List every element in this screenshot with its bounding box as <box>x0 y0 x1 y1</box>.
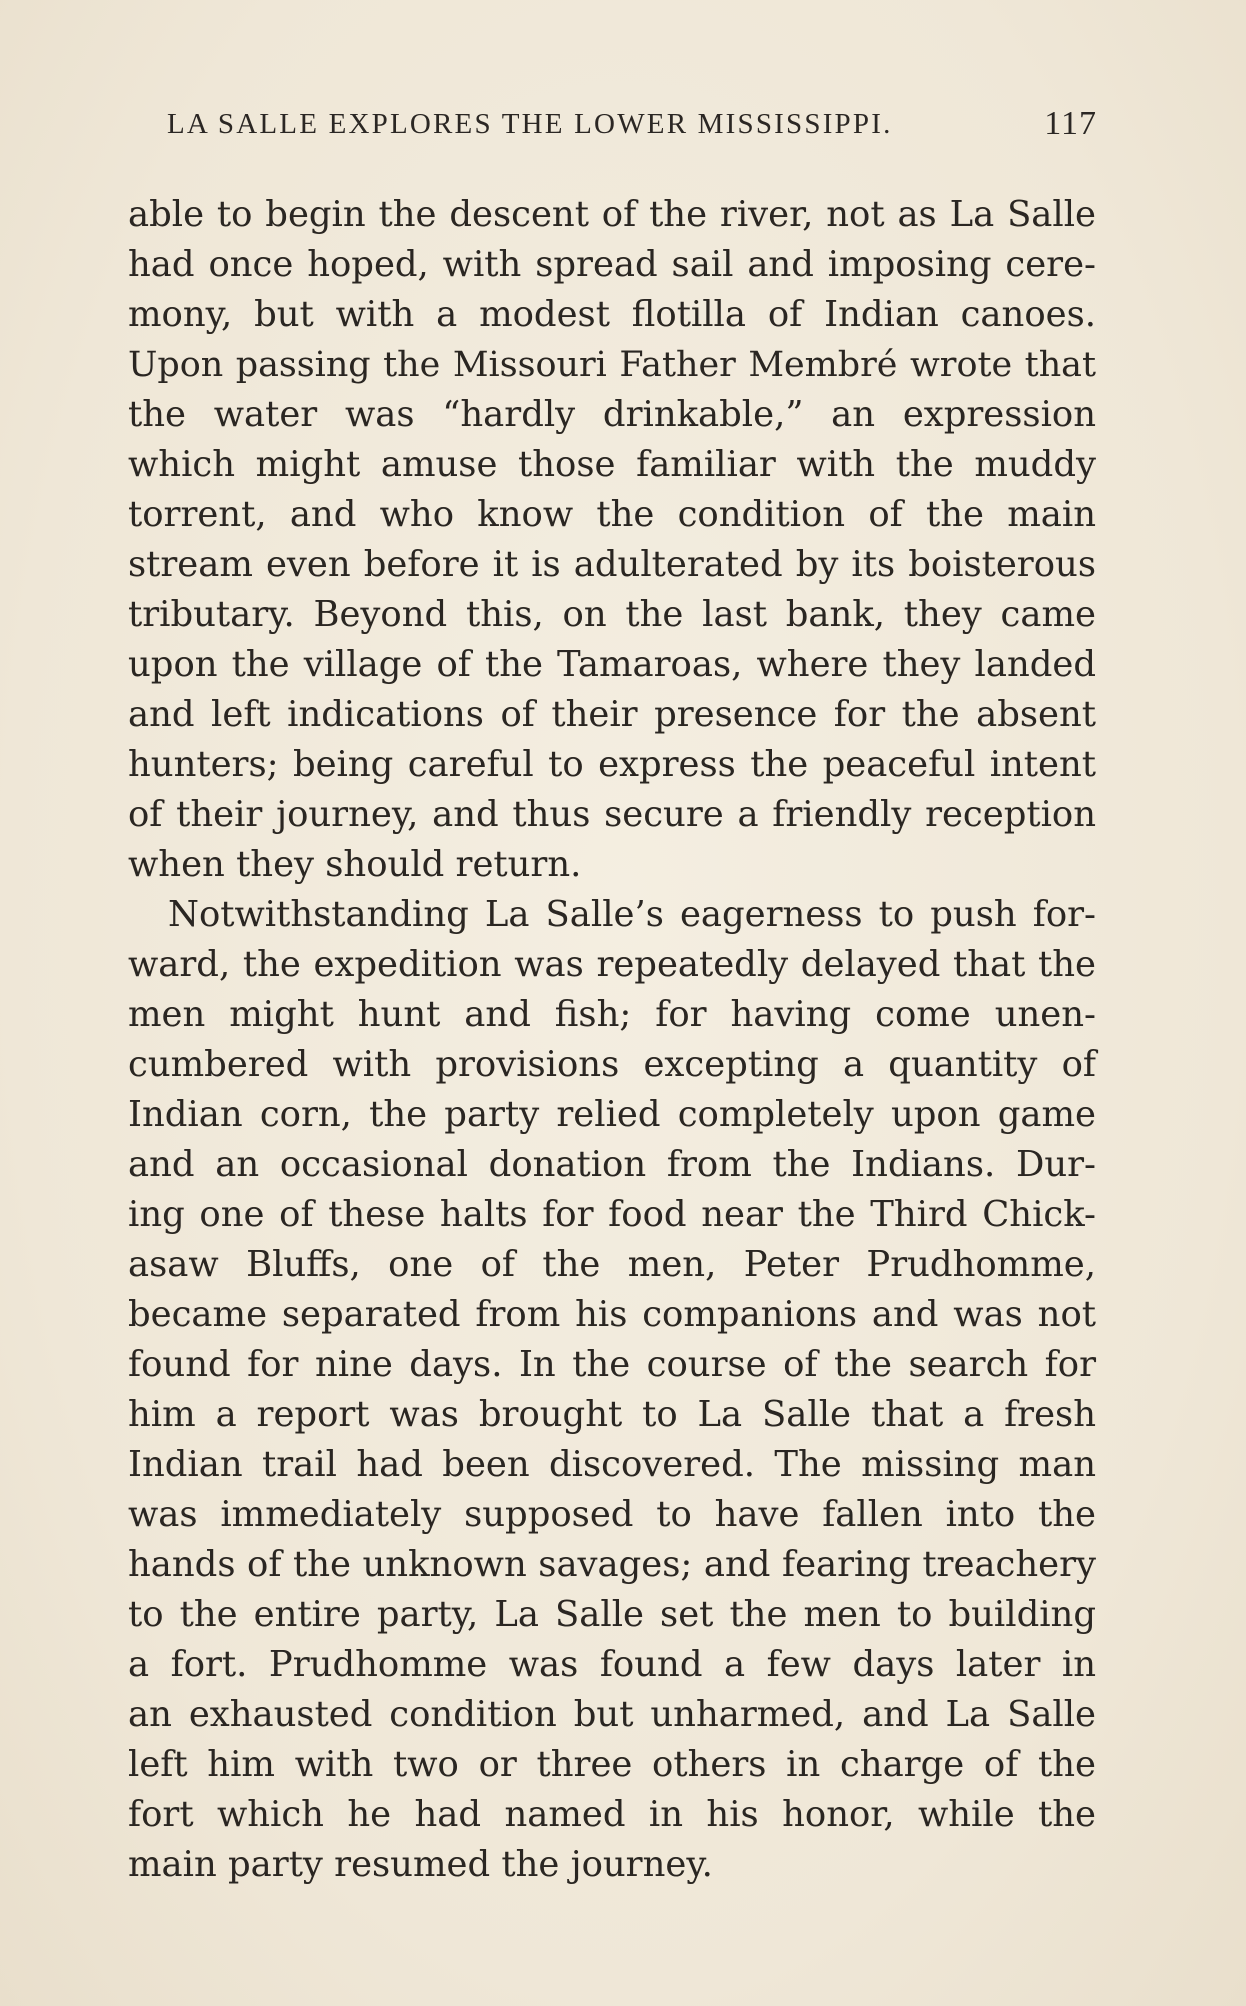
text-line: cumbered with provisions excepting a quantity of <box>128 1044 1096 1085</box>
text-line: which might amuse those familiar with the muddy <box>128 444 1096 485</box>
running-head <box>167 102 1097 146</box>
text-line: had once hoped, with spread sail and imposing cere- <box>128 244 1096 285</box>
text-line: found for nine days. In the course of the search for <box>128 1344 1096 1385</box>
paragraph-1 <box>128 190 1096 890</box>
text-line: Indian trail had been discovered. The missing man <box>128 1444 1096 1485</box>
text-line: him a report was brought to La Salle that a fresh <box>128 1394 1096 1435</box>
text-line: when they should return. <box>128 844 582 885</box>
text-line: hands of the unknown savages; and fearing treachery <box>128 1544 1096 1585</box>
text-line: mony, but with a modest flotilla of Indian canoes. <box>128 294 1096 335</box>
text-line: upon the village of the Tamaroas, where they landed <box>128 644 1096 685</box>
text-line: Notwithstanding La Salle’s eagerness to push for- <box>168 894 1096 935</box>
text-line: became separated from his companions and was not <box>128 1294 1096 1335</box>
text-line: hunters; being careful to express the peaceful intent <box>128 744 1096 785</box>
text-line: was immediately supposed to have fallen into the <box>128 1494 1096 1535</box>
text-line: main party resumed the journey. <box>128 1844 713 1885</box>
text-line: Upon passing the Missouri Father Membré wrote that <box>128 345 1096 385</box>
text-line: left him with two or three others in charge of the <box>128 1744 1096 1785</box>
paragraph-2 <box>128 890 1096 1890</box>
text-line: and an occasional donation from the Indians. Dur- <box>128 1144 1096 1185</box>
text-line: Indian corn, the party relied completely upon game <box>128 1094 1096 1135</box>
text-line: able to begin the descent of the river, not as La Salle <box>128 194 1096 235</box>
page-number: 117 <box>1044 105 1097 142</box>
text-line: asaw Bluffs, one of the men, Peter Prudhomme, <box>128 1244 1096 1285</box>
text-line: of their journey, and thus secure a friendly reception <box>128 794 1096 835</box>
text-line: ing one of these halts for food near the Third Chick- <box>128 1194 1096 1235</box>
running-title: LA SALLE EXPLORES THE LOWER MISSISSIPPI. <box>167 108 893 140</box>
text-line: torrent, and who know the condition of the main <box>128 494 1096 535</box>
text-line: stream even before it is adulterated by its boisterous <box>128 544 1096 585</box>
body-text <box>128 190 1096 1890</box>
text-line: an exhausted condition but unharmed, and La Salle <box>128 1694 1096 1735</box>
text-line: and left indications of their presence for the absent <box>128 694 1096 735</box>
text-line: ward, the expedition was repeatedly delayed that the <box>128 944 1096 985</box>
text-line: a fort. Prudhomme was found a few days later in <box>128 1644 1096 1685</box>
text-line: the water was “hardly drinkable,” an expression <box>128 394 1096 435</box>
text-line: to the entire party, La Salle set the men to building <box>128 1594 1096 1635</box>
text-line: men might hunt and fish; for having come unen- <box>128 994 1096 1035</box>
text-line: tributary. Beyond this, on the last bank, they came <box>128 594 1096 635</box>
text-line: fort which he had named in his honor, while the <box>128 1794 1096 1835</box>
